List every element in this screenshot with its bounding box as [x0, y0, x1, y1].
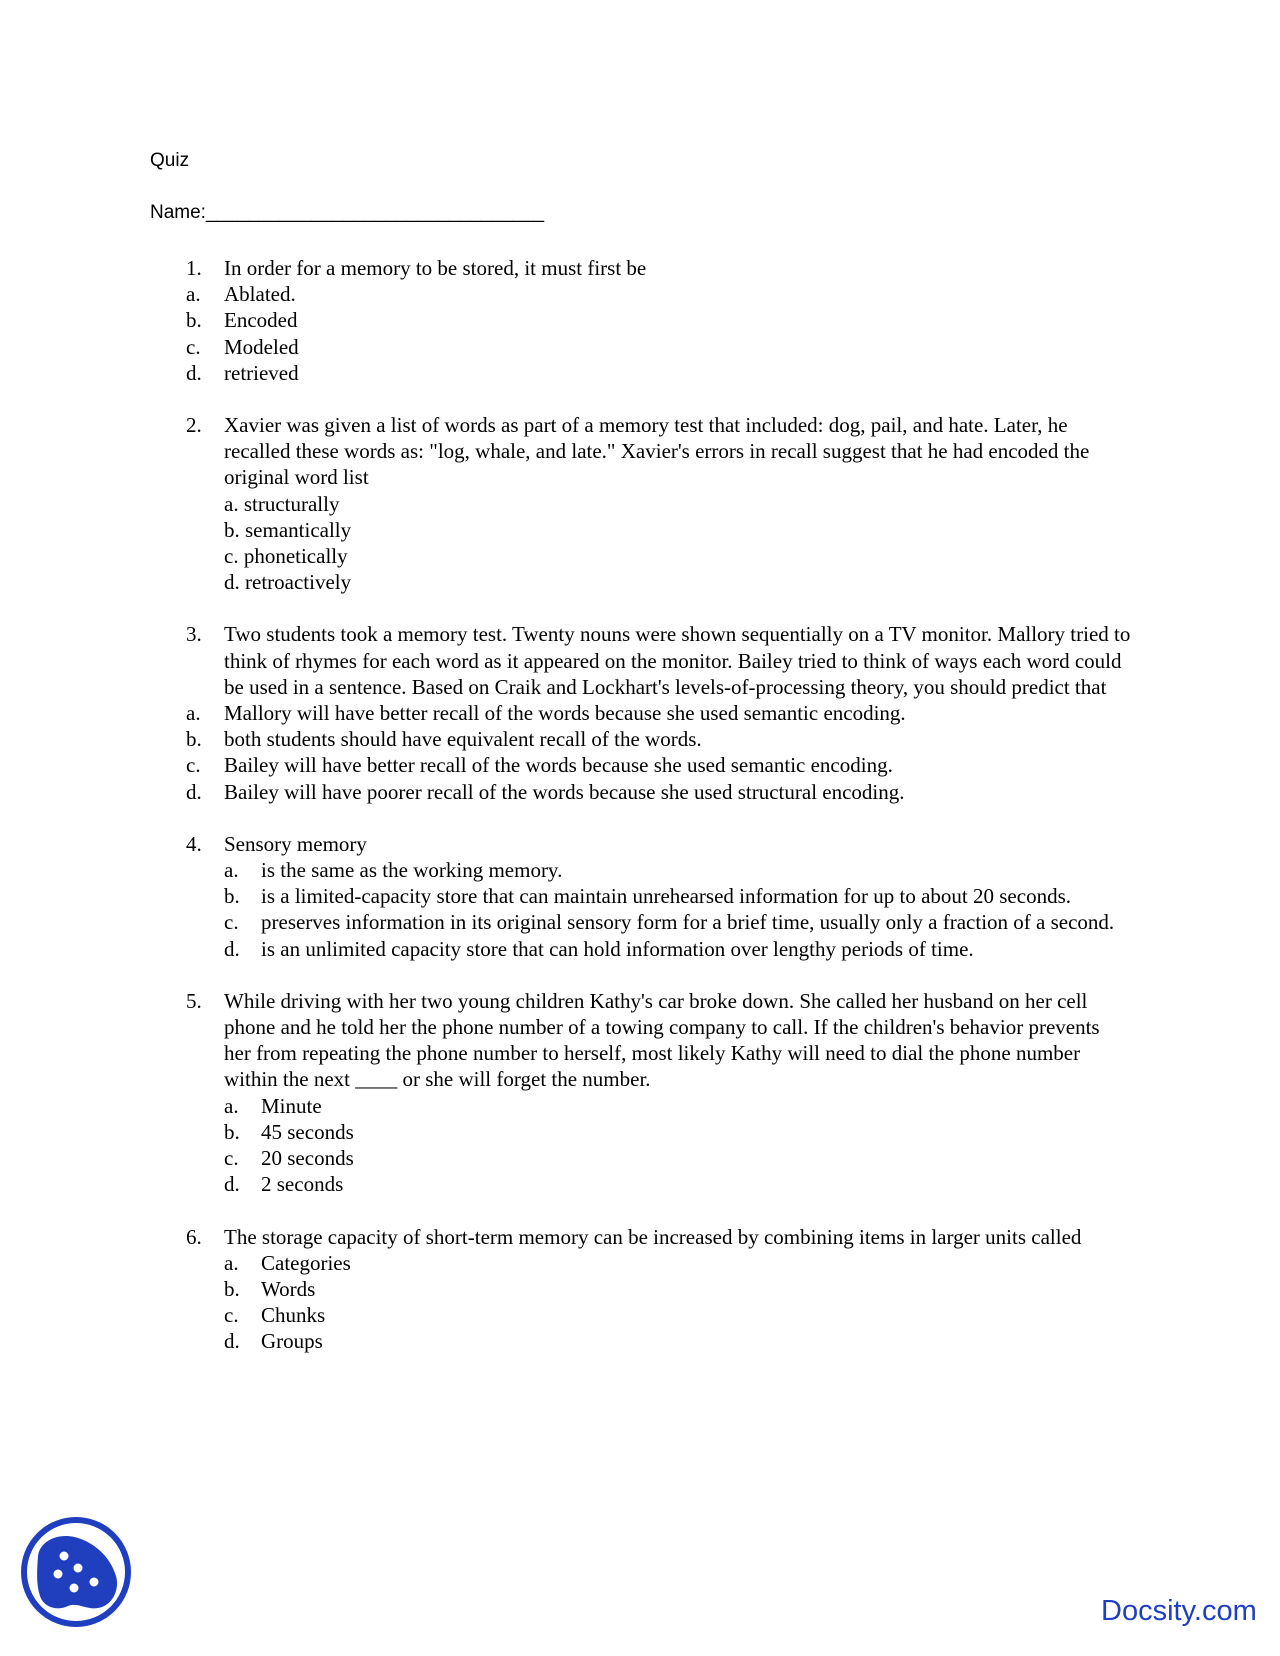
answer-option: [224, 936, 1131, 962]
option-text: Encoded: [224, 308, 298, 333]
option-text: both students should have equivalent recall of the words.: [224, 727, 702, 752]
name-blank: ________________________________: [205, 202, 545, 223]
option-label: b.: [224, 1119, 240, 1144]
answer-option: [224, 857, 1131, 883]
question-number: 2.: [186, 413, 202, 438]
answer-option: [224, 1302, 1131, 1328]
answer-option: [224, 1093, 1131, 1119]
answer-option: [186, 281, 1131, 307]
option-label: c.: [224, 910, 239, 935]
option-text: is a limited-capacity store that can maintain unrehearsed information for up to about 20 seconds.: [261, 884, 1071, 909]
question-4: [186, 831, 1131, 962]
option-text: is an unlimited capacity store that can hold information over lengthy periods of time.: [261, 936, 974, 961]
option-text: is the same as the working memory.: [261, 858, 563, 883]
answer-option: [224, 1276, 1131, 1302]
option-label: c.: [186, 334, 201, 359]
option-text: Categories: [261, 1250, 351, 1275]
answer-option: [186, 779, 1131, 805]
option-label: d.: [224, 1172, 240, 1197]
option-label: b.: [224, 884, 240, 909]
answer-option: [186, 307, 1131, 333]
option-text: Modeled: [224, 334, 299, 359]
name-field: [150, 202, 544, 224]
question-list: [186, 255, 1131, 1381]
option-text: 2 seconds: [261, 1172, 344, 1197]
answer-option: [224, 1250, 1131, 1276]
option-label: d.: [224, 936, 240, 961]
answer-option: [186, 360, 1131, 386]
question-number: 4.: [186, 831, 202, 856]
question-5: [186, 988, 1131, 1198]
answer-option: [224, 1145, 1131, 1171]
option-label: b.: [224, 1276, 240, 1301]
option-label: b.: [186, 727, 202, 752]
option-text: Minute: [261, 1093, 322, 1118]
docsity-logo-icon[interactable]: [20, 1516, 132, 1628]
question-1: [186, 255, 1131, 386]
quiz-title: Quiz: [150, 150, 190, 171]
option-text: retrieved: [224, 360, 299, 385]
option-label: a.: [186, 282, 201, 307]
option-text: Bailey will have poorer recall of the words because she used structural encoding.: [224, 779, 905, 804]
answer-option: [186, 334, 1131, 360]
question-stem: Two students took a memory test. Twenty nouns were shown sequentially on a TV monitor. Mallory tried to think of rhymes for each word as it appeared on the monitor. Bailey tried to think of ways each word could be used in a sentence. Based on Craik and Lockhart's levels-of-processing theory, you should predict that: [224, 622, 1131, 699]
option-label: a.: [224, 858, 239, 883]
option-label: d.: [224, 1329, 240, 1354]
docsity-brand-link[interactable]: Docsity.com: [1101, 1595, 1257, 1627]
answer-option: c. phonetically: [224, 544, 348, 569]
option-label: a.: [224, 1250, 239, 1275]
option-text: preserves information in its original sensory form for a brief time, usually only a fraction of a second.: [261, 910, 1115, 935]
option-label: d.: [186, 360, 202, 385]
question-stem: Sensory memory: [224, 831, 367, 856]
answer-option: [224, 1119, 1131, 1145]
answer-option: [224, 883, 1131, 909]
question-stem: Xavier was given a list of words as part of a memory test that included: dog, pail, and hate. Later, he recalled these words as: "log, whale, and late." Xavier's errors in recall suggest that he had encoded the original word list: [224, 413, 1090, 490]
question-3: [186, 621, 1131, 804]
option-text: 20 seconds: [261, 1146, 354, 1171]
question-number: 1.: [186, 256, 202, 280]
option-label: a.: [186, 701, 201, 726]
question-6: [186, 1224, 1131, 1355]
question-number: 6.: [186, 1224, 202, 1249]
option-label: a.: [224, 1093, 239, 1118]
option-label: c.: [224, 1146, 239, 1171]
answer-option: [186, 726, 1131, 752]
answer-option: d. retroactively: [224, 570, 352, 595]
option-label: b.: [186, 308, 202, 333]
question-number: 5.: [186, 988, 202, 1013]
option-label: c.: [224, 1303, 239, 1328]
option-text: Mallory will have better recall of the words because she used semantic encoding.: [224, 701, 906, 726]
question-stem: In order for a memory to be stored, it must first be: [224, 256, 647, 280]
question-stem: The storage capacity of short-term memory can be increased by combining items in larger units called: [224, 1224, 1082, 1249]
answer-option: a. structurally: [224, 491, 340, 516]
option-label: c.: [186, 753, 201, 778]
option-label: d.: [186, 779, 202, 804]
option-text: Words: [261, 1276, 316, 1301]
answer-option: [186, 752, 1131, 778]
option-text: Groups: [261, 1329, 323, 1354]
name-label: Name:: [150, 202, 206, 223]
question-2: [186, 412, 1131, 595]
answer-option: [224, 1328, 1131, 1354]
answer-option: [224, 909, 1131, 935]
option-text: Bailey will have better recall of the words because she used semantic encoding.: [224, 753, 893, 778]
answer-option: b. semantically: [224, 517, 352, 542]
question-stem: While driving with her two young children Kathy's car broke down. She called her husband on her cell phone and he told her the phone number of a towing company to call. If the children's behavior prevents her from repeating the phone number to herself, most likely Kathy will need to dial the phone number within the next ____ or she will forget the number.: [224, 988, 1100, 1092]
option-text: Ablated.: [224, 282, 296, 307]
answer-option: [224, 1171, 1131, 1197]
question-number: 3.: [186, 622, 202, 647]
option-text: 45 seconds: [261, 1119, 354, 1144]
answer-option: [186, 700, 1131, 726]
option-text: Chunks: [261, 1303, 326, 1328]
